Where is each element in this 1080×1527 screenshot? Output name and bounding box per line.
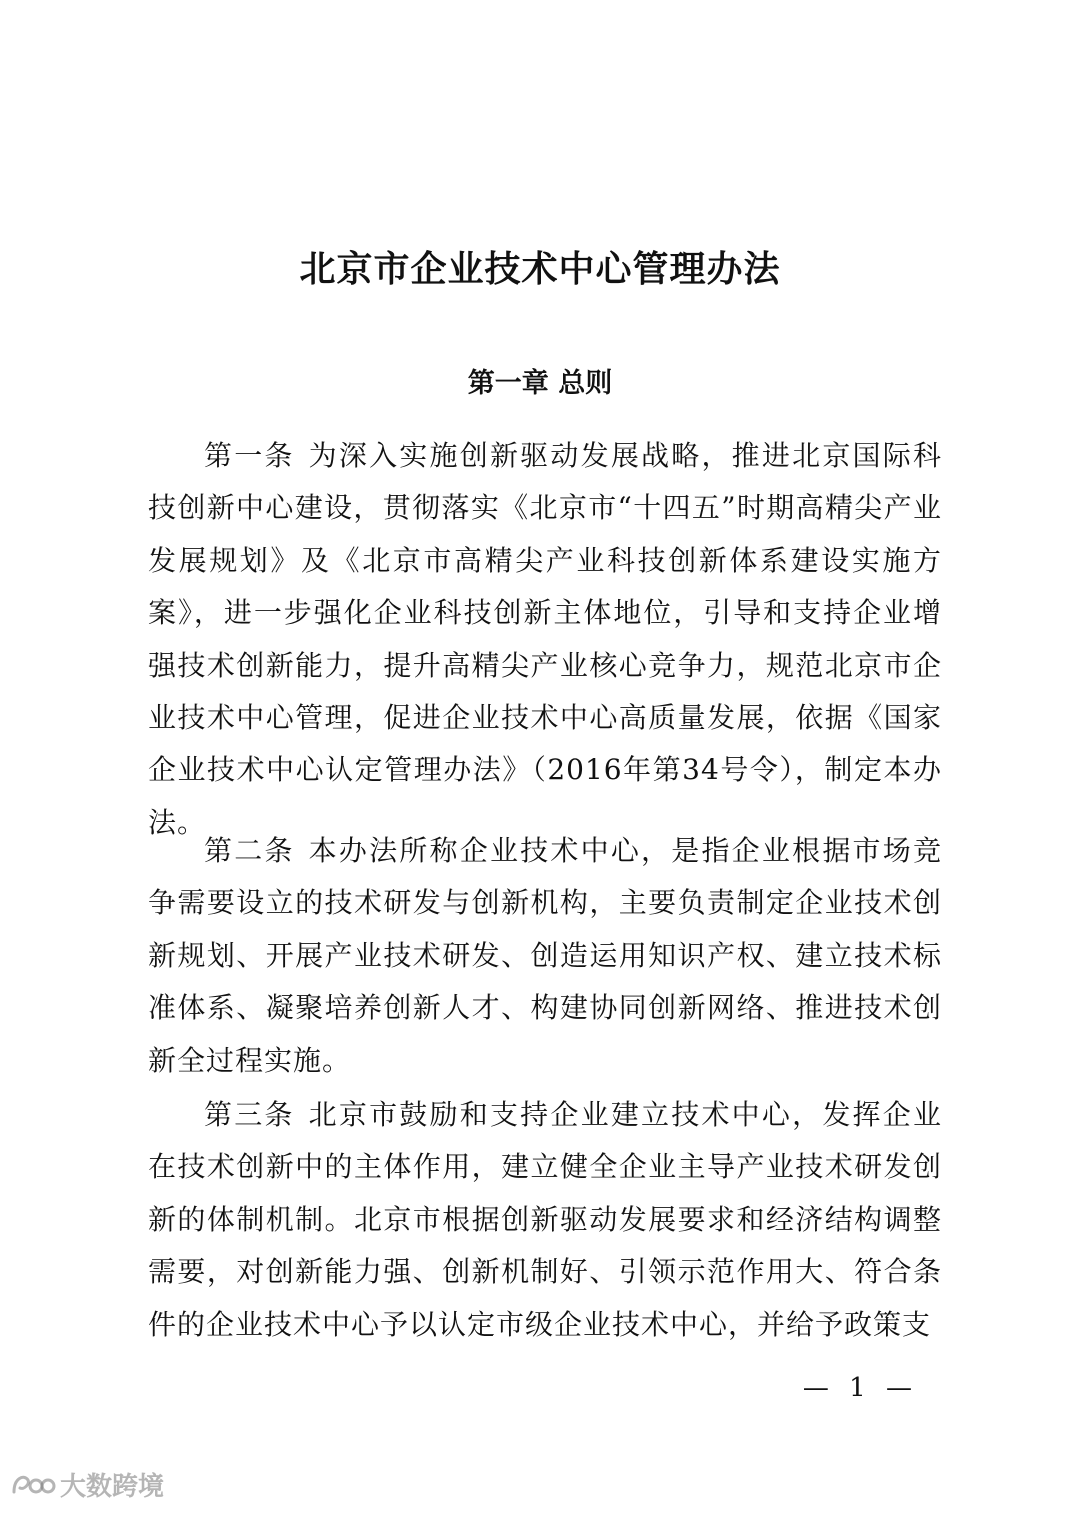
watermark [10,1466,164,1503]
article-text: 本办法所称企业技术中心，是指企业根据市场竞争需要设立的技术研发与创新机构，主要负责制定企业技术创新规划、开展产业技术研发、创造运用知识产权、建立技术标准体系、凝聚培养创新人才、构建协同创新网络、推进技术创新全过程实施。 [148,834,942,1077]
document-title: 北京市企业技术中心管理办法 [299,249,781,290]
article-text: 为深入实施创新驱动发展战略，推进北京国际科技创新中心建设，贯彻落实《北京市“十四五”时期高精尖产业发展规划》及《北京市高精尖产业科技创新体系建设实施方案》，进一步强化企业科技创新主体地位，引导和支持企业增强技术创新能力，提升高精尖产业核心竞争力，规范北京市企业技术中心管理，促进企业技术中心高质量发展，依据《国家企业技术中心认定管理办法》（2016年第34号令），制定本办法。 [148,439,942,839]
article-paragraph [148,825,942,1087]
watermark-text: 大数跨境 [60,1472,165,1502]
article-paragraph [148,430,942,849]
brand-logo-icon [10,1470,56,1500]
article-number: 第二条 [204,834,295,867]
chapter-heading: 第一章 总则 [467,368,613,399]
article-number: 第三条 [204,1098,295,1131]
article-paragraph [148,1089,942,1351]
page-number: — 1 — [802,1373,918,1403]
article-number: 第一条 [204,439,295,472]
article-text: 北京市鼓励和支持企业建立技术中心，发挥企业在技术创新中的主体作用，建立健全企业主导产业技术研发创新的体制机制。北京市根据创新驱动发展要求和经济结构调整需要，对创新能力强、创新机制好、引领示范作用大、符合条件的企业技术中心予以认定市级企业技术中心，并给予政策支 [148,1098,942,1341]
